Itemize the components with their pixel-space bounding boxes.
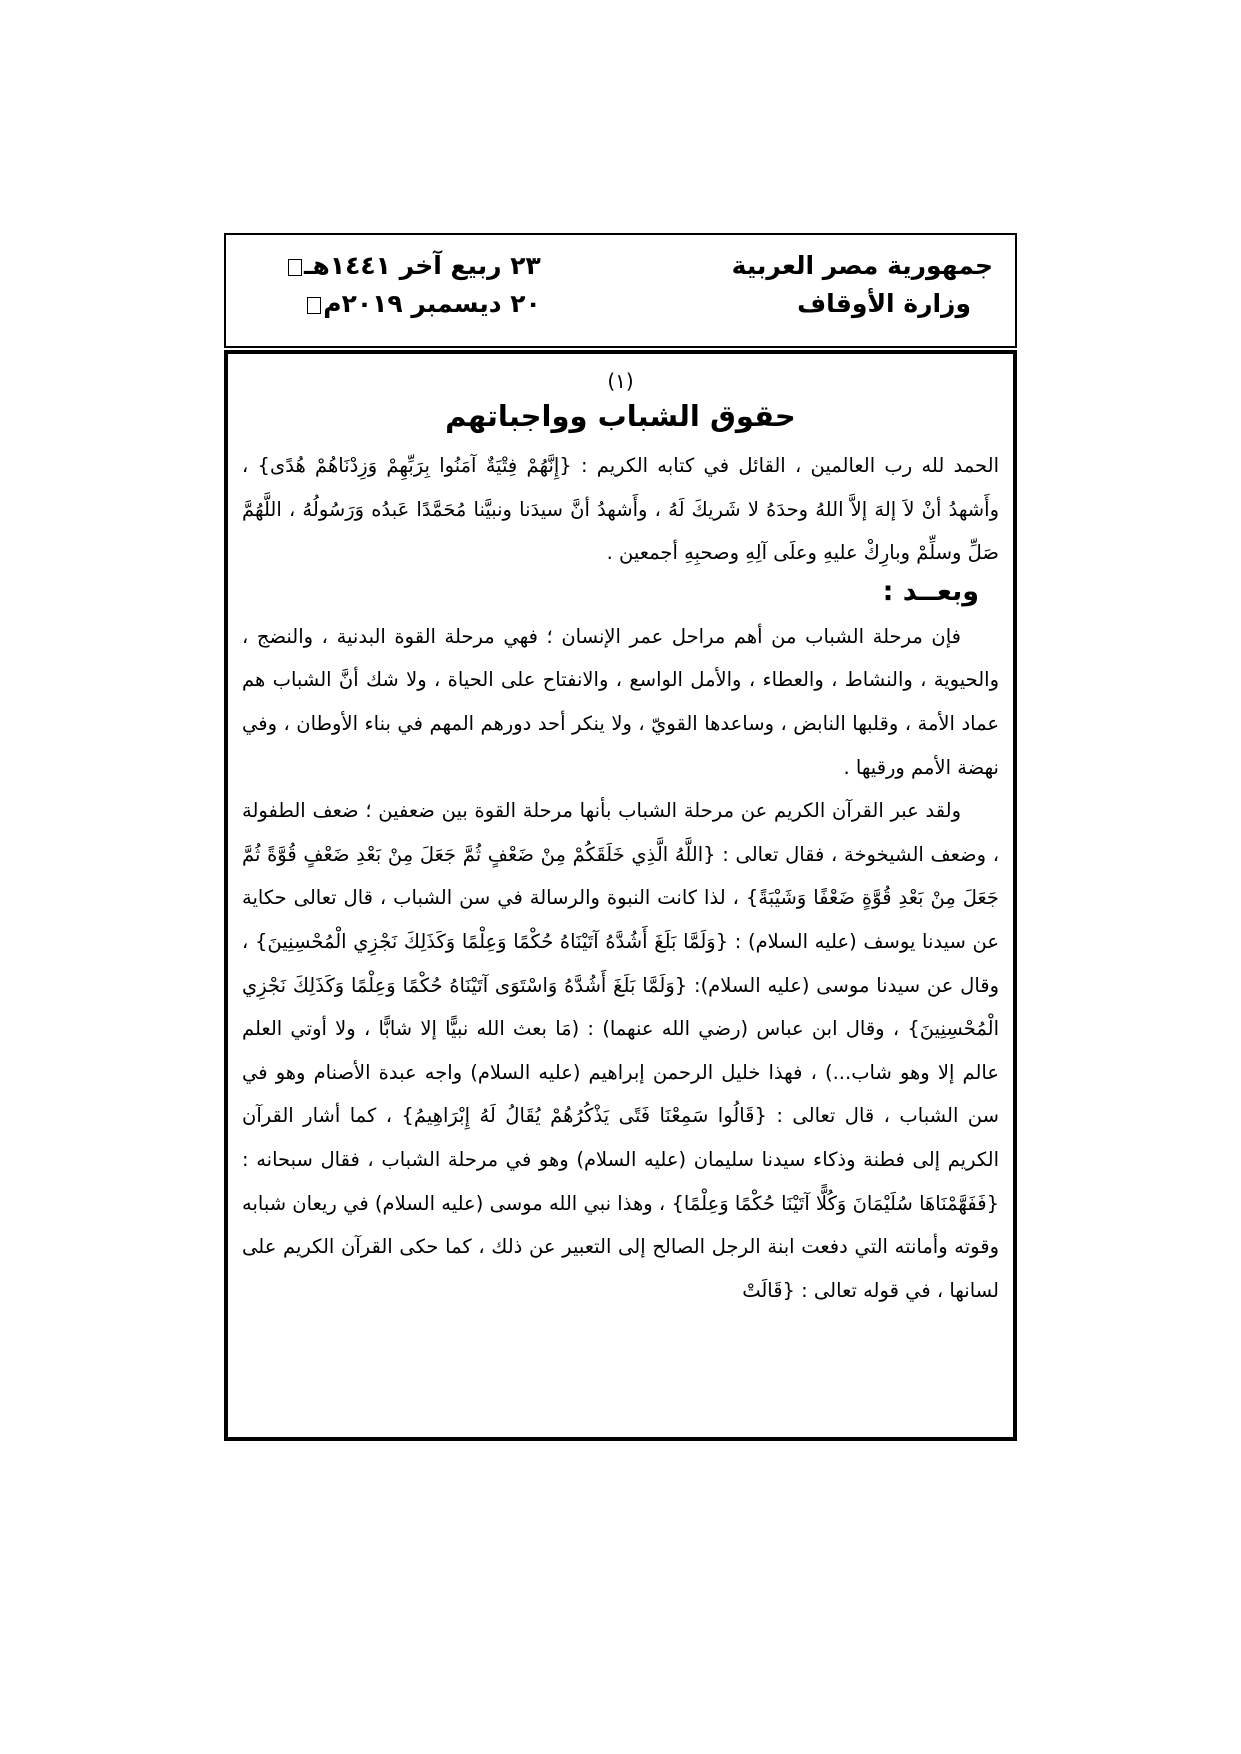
sermon-body bbox=[242, 368, 999, 1427]
issuer-block bbox=[732, 247, 993, 323]
paragraph-1: فإن مرحلة الشباب من أهم مراحل عمر الإنسان ؛ فهي مرحلة القوة البدنية ، والنضج ، والحيوية ، والنشاط ، والعطاء ، والأمل الواسع ، والانفتاح على الحياة ، ولا شك أنَّ الشباب هم عماد الأمة ، وقلبها النابض ، وساعدها القويّ ، ولا ينكر أحد دورهم المهم في بناء الأوطان ، وفي نهضة الأمم ورقيها . bbox=[242, 624, 999, 779]
hijri-date: ٢٣ ربيع آخر ١٤٤١هـ bbox=[288, 247, 541, 285]
country-name: جمهورية مصر العربية bbox=[731, 251, 993, 280]
box-glyph-icon bbox=[288, 259, 302, 276]
document-header bbox=[224, 233, 1017, 348]
paragraph-2: ولقد عبر القرآن الكريم عن مرحلة الشباب بأنها مرحلة القوة بين ضعفين ؛ ضعف الطفولة ، وضعف الشيخوخة ، فقال تعالى : {اللَّهُ الَّذِي خَلَقَكُمْ مِنْ ضَعْفٍ ثُمَّ جَعَلَ مِنْ بَعْدِ ضَعْفٍ قُوَّةً ثُمَّ جَعَلَ مِنْ بَعْدِ قُوَّةٍ ضَعْفًا وَشَيْبَةً} ، لذا كانت النبوة والرسالة في سن الشباب ، قال تعالى حكاية عن سيدنا يوسف (عليه السلام) : {وَلَمَّا بَلَغَ أَشُدَّهُ آتَيْنَاهُ حُكْمًا وَعِلْمًا وَكَذَلِكَ نَجْزِي الْمُحْسِنِينَ} ، وقال عن سيدنا موسى (عليه السلام): {وَلَمَّا بَلَغَ أَشُدَّهُ وَاسْتَوَى آتَيْنَاهُ حُكْمًا وَعِلْمًا وَكَذَلِكَ نَجْزِي الْمُحْسِنِينَ} ، وقال ابن عباس (رضي الله عنهما) : (مَا بعث الله نبيًّا إلا شابًّا ، ولا أوتي العلم عالم إلا وهو شاب...) ، فهذا خليل الرحمن إبراهيم (عليه السلام) واجه عبدة الأصنام وهو في سن الشباب ، قال تعالى : {قَالُوا سَمِعْنَا فَتًى يَذْكُرُهُمْ يُقَالُ لَهُ إِبْرَاهِيمُ} ، كما أشار القرآن الكريم إلى فطنة وذكاء سيدنا سليمان (عليه السلام) وهو في مرحلة الشباب ، فقال سبحانه : {فَفَهَّمْنَاهَا سُلَيْمَانَ وَكُلًّا آتَيْنَا حُكْمًا وَعِلْمًا} ، وهذا نبي الله موسى (عليه السلام) في ريعان شبابه وقوته وأمانته التي دفعت ابنة الرجل الصالح إلى التعبير عن ذلك ، كما حكى القرآن الكريم على لسانها ، في قوله تعالى : {قَالَتْ bbox=[242, 799, 999, 1302]
gregorian-date: ٢٠ ديسمبر ٢٠١٩م bbox=[288, 285, 541, 323]
box-glyph-icon bbox=[307, 297, 321, 314]
intro-paragraph: الحمد لله رب العالمين ، القائل في كتابه الكريم : {إِنَّهُمْ فِتْيَةٌ آمَنُوا بِرَبِّهِمْ وَزِدْنَاهُمْ هُدًى} ، وأَشهدُ أنْ لاَ إلهَ إلاَّ اللهُ وحدَهُ لا شَريكَ لَهُ ، وأَشهدُ أنَّ سيدَنا ونبيَّنا مُحَمَّدًا عَبدُه وَرَسُولُهُ ، اللَّهُمَّ صَلِّ وسلِّمْ وبارِكْ عليهِ وعلَى آلِهِ وصحبِهِ أجمعين . bbox=[242, 454, 999, 565]
page-number: (١) bbox=[607, 369, 634, 393]
page-title: حقوق الشباب وواجباتهم bbox=[445, 399, 796, 433]
section-opener: وبعــد : bbox=[882, 575, 979, 607]
ministry-name: وزارة الأوقاف bbox=[797, 289, 971, 318]
date-block bbox=[288, 247, 541, 323]
sermon-body-frame bbox=[224, 350, 1017, 1441]
